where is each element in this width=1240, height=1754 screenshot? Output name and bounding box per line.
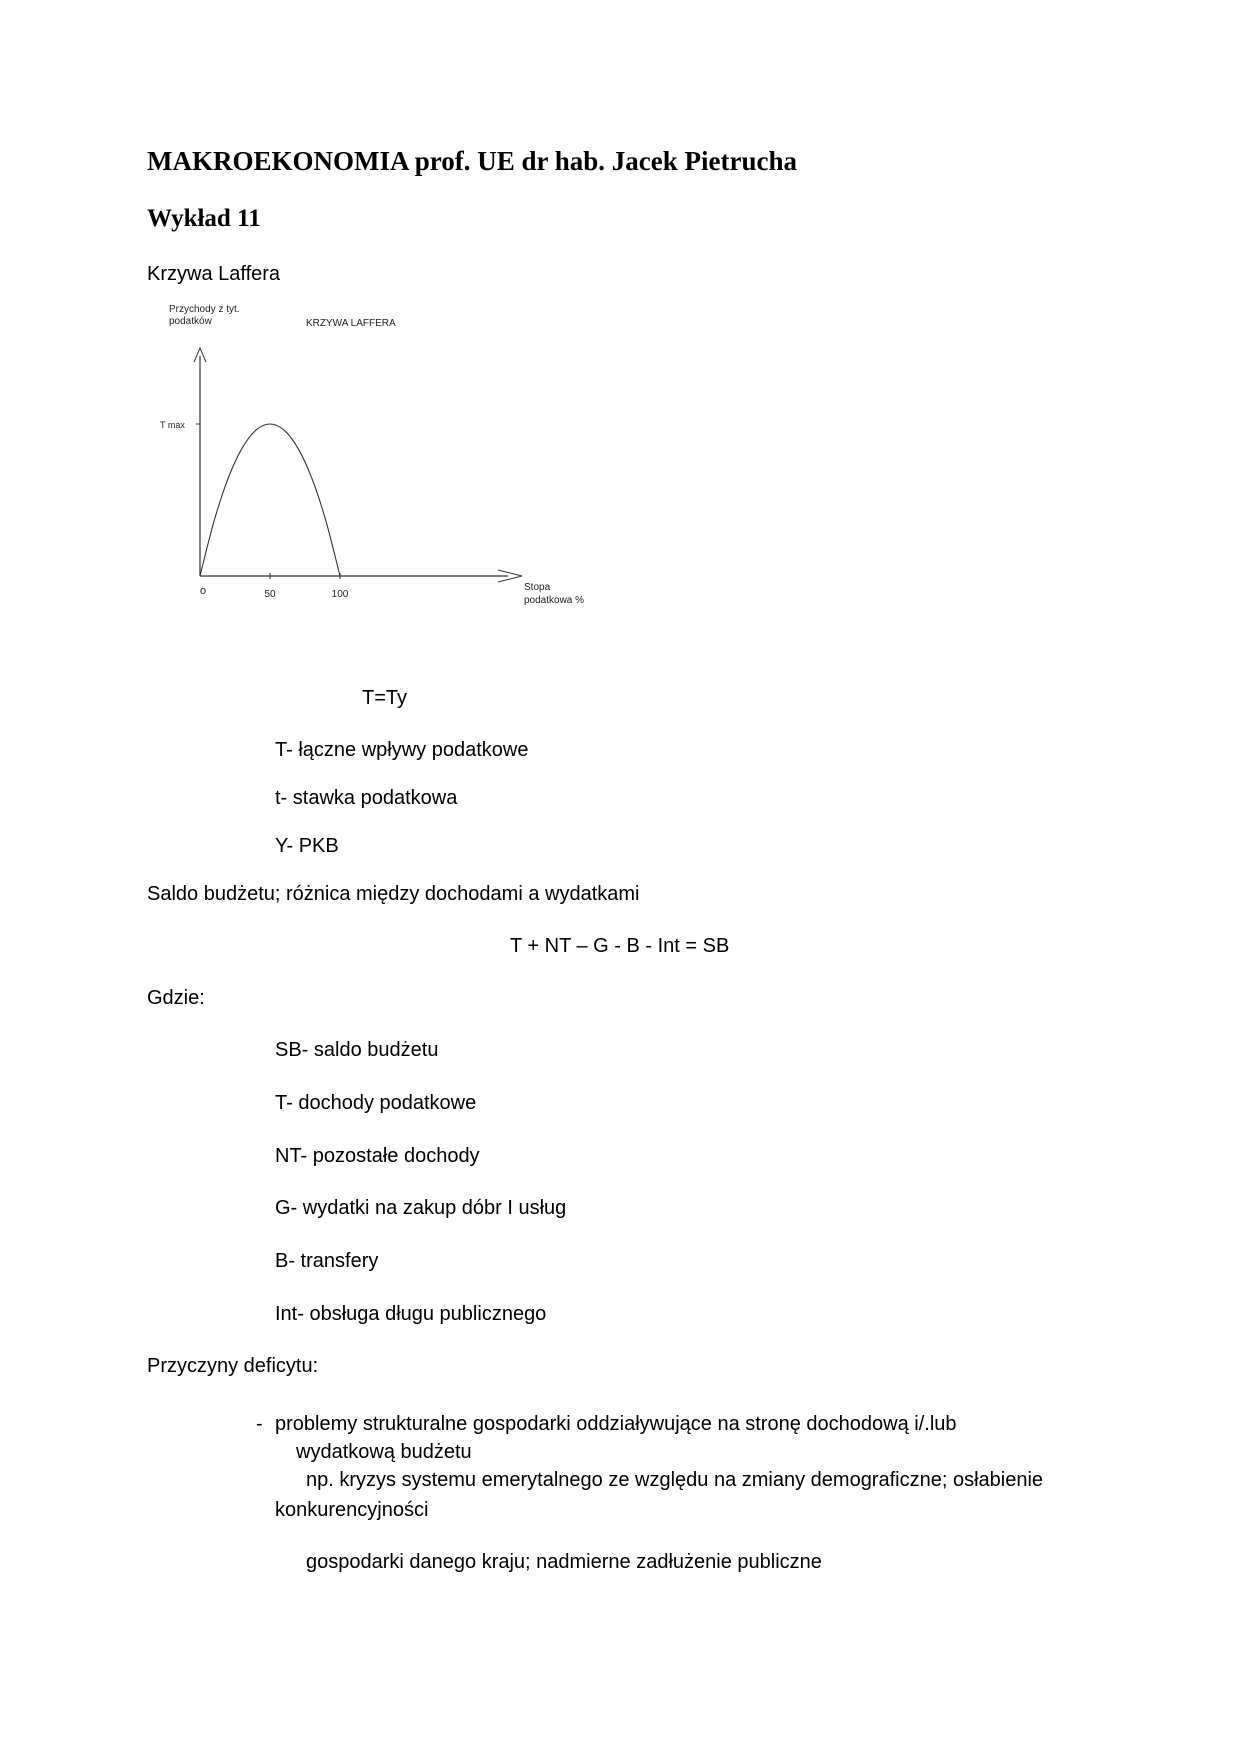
origin-label: o	[200, 585, 207, 597]
definition-sb: SB- saldo budżetu	[275, 1039, 439, 1061]
document-title: MAKROEKONOMIA prof. UE dr hab. Jacek Pietrucha	[147, 146, 798, 176]
definition-b: B- transfery	[275, 1250, 379, 1272]
budget-balance-intro: Saldo budżetu; różnica między dochodami a wydatkami	[147, 883, 640, 905]
bullet-dash: -	[256, 1413, 263, 1435]
formula-t-equals-ty: T=Ty	[362, 687, 408, 709]
x-tick-label-50: 50	[264, 589, 276, 600]
laffer-curve-line	[200, 424, 340, 576]
deficit-example-line1: np. kryzys systemu emerytalnego ze względu na zmiany demograficzne; osłabienie	[306, 1469, 1044, 1491]
y-axis-label-line2: podatków	[169, 316, 212, 327]
budget-equation: T + NT – G - B - Int = SB	[510, 935, 730, 957]
y-axis	[194, 348, 206, 576]
definition-int: Int- obsługa długu publicznego	[275, 1303, 547, 1325]
x-axis-label-line1: Stopa	[524, 582, 551, 593]
x-axis	[200, 570, 522, 582]
where-label: Gdzie:	[147, 987, 205, 1009]
definition-t-tax-rate: t- stawka podatkowa	[275, 787, 458, 809]
chart-marks	[160, 420, 349, 600]
definition-t-total-tax-revenue: T- łączne wpływy podatkowe	[275, 739, 529, 761]
section-heading-laffer: Krzywa Laffera	[147, 263, 281, 285]
deficit-cause-line2: wydatkową budżetu	[296, 1441, 472, 1463]
chart-title: KRZYWA LAFFERA	[306, 318, 396, 329]
definition-nt: NT- pozostałe dochody	[275, 1145, 480, 1167]
lecture-number: Wykład 11	[147, 205, 261, 232]
deficit-causes-heading: Przyczyny deficytu:	[147, 1355, 319, 1377]
laffer-curve-chart	[0, 290, 640, 620]
definition-y-gdp: Y- PKB	[275, 835, 339, 857]
definition-g: G- wydatki na zakup dóbr I usług	[275, 1197, 567, 1219]
deficit-example-line2: konkurencyjności	[275, 1499, 429, 1521]
y-tick-label-tmax: T max	[160, 420, 185, 430]
x-tick-label-100: 100	[331, 589, 349, 600]
deficit-example-line3: gospodarki danego kraju; nadmierne zadłużenie publiczne	[306, 1551, 822, 1573]
x-axis-label-line2: podatkowa %	[524, 595, 585, 606]
definition-t-tax-income: T- dochody podatkowe	[275, 1092, 477, 1114]
deficit-cause-line1: problemy strukturalne gospodarki oddziaływujące na stronę dochodową i/.lub	[275, 1413, 957, 1435]
y-axis-label-line1: Przychody z tyt.	[169, 304, 240, 315]
